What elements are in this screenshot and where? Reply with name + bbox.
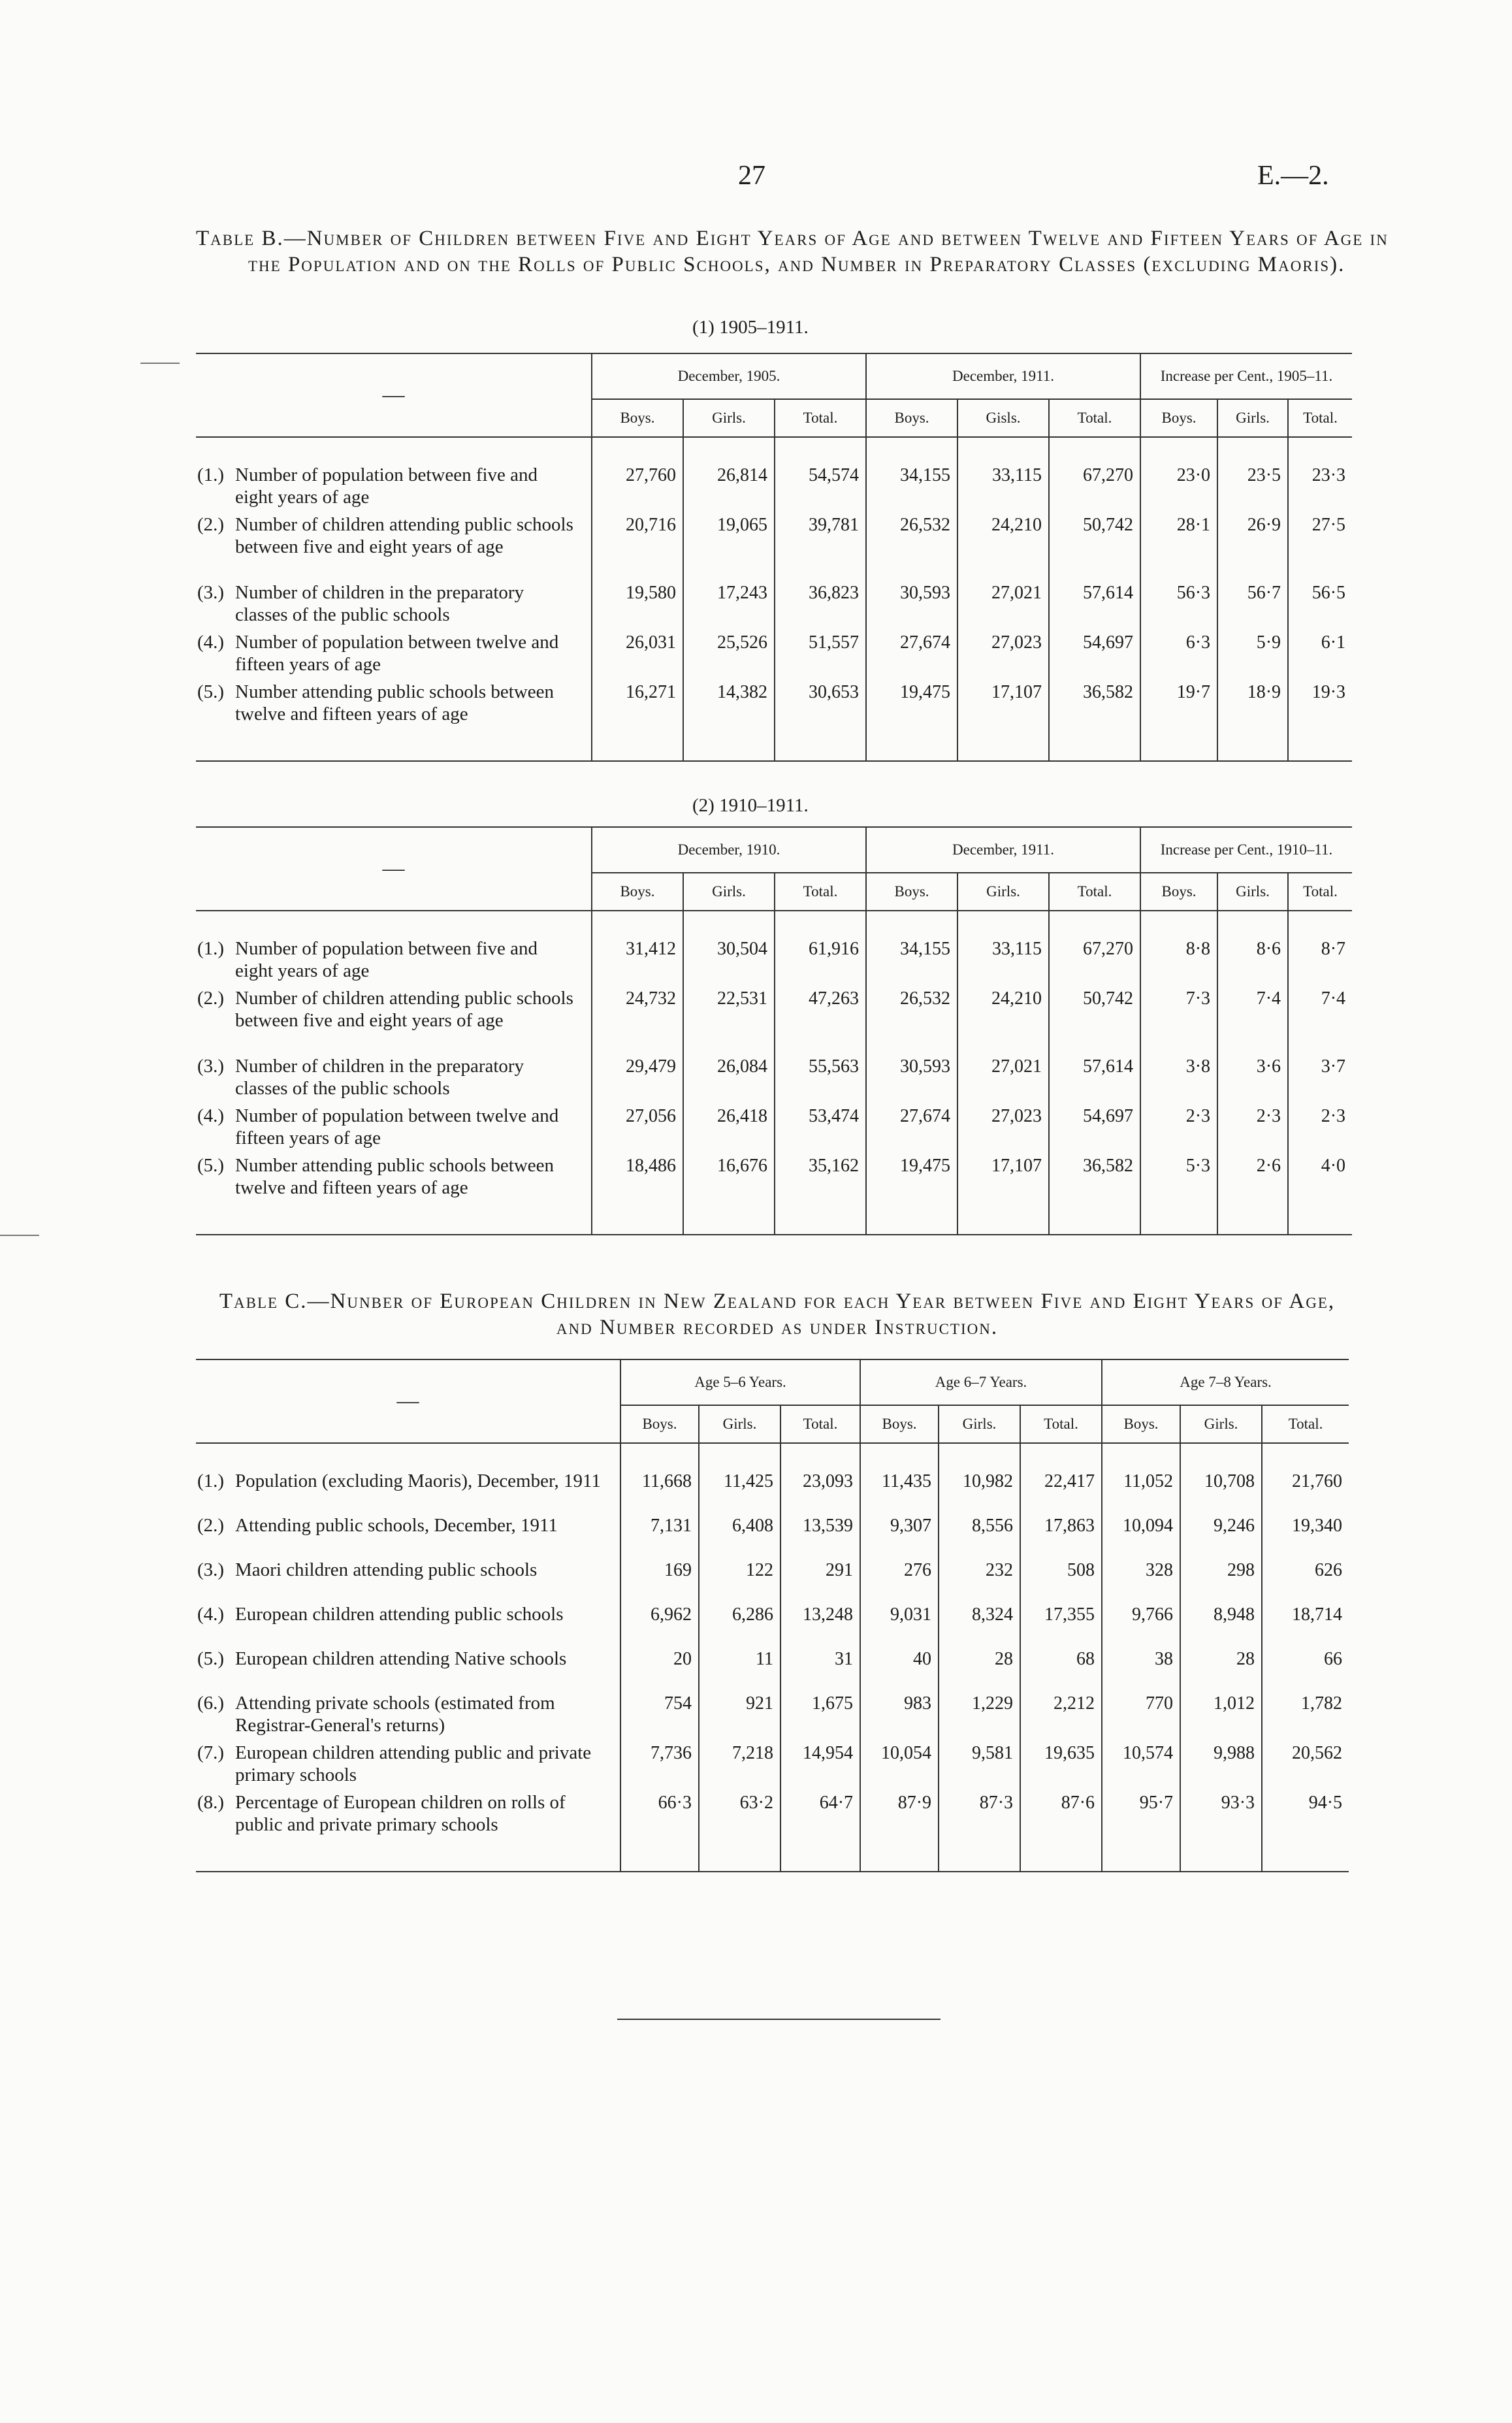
- table-row: [196, 459, 1352, 508]
- cell-value: 18·9: [1217, 675, 1288, 743]
- row-label: [196, 1598, 620, 1642]
- cell-value: 24,732: [592, 982, 683, 1050]
- cell-value: 6,408: [699, 1509, 780, 1553]
- cell-value: 10,574: [1102, 1736, 1180, 1786]
- row-description: Number of population between twelve and fifteen years of age: [235, 1105, 559, 1148]
- column-header: Boys.: [866, 873, 957, 911]
- cell-value: 39,781: [775, 508, 866, 576]
- cell-value: 9,031: [860, 1598, 939, 1642]
- cell-value: 2·3: [1140, 1099, 1217, 1149]
- table-row: [196, 1786, 1349, 1854]
- table-row: [196, 675, 1352, 743]
- cell-value: 19,635: [1020, 1736, 1102, 1786]
- cell-value: 31: [780, 1642, 860, 1687]
- table-c: [196, 1359, 1349, 1872]
- cell-value: 921: [699, 1687, 780, 1736]
- cell-value: 27,674: [866, 1099, 957, 1149]
- cell-value: 7·4: [1288, 982, 1352, 1050]
- cell-value: 50,742: [1049, 982, 1140, 1050]
- cell-value: 26,418: [683, 1099, 775, 1149]
- table-row: [196, 1553, 1349, 1598]
- cell-value: 13,248: [780, 1598, 860, 1642]
- cell-value: 9,766: [1102, 1598, 1180, 1642]
- cell-value: 11,668: [620, 1465, 699, 1509]
- cell-value: 27,023: [957, 626, 1049, 675]
- row-label: [196, 1465, 620, 1509]
- cell-value: 7·3: [1140, 982, 1217, 1050]
- cell-value: 28: [1180, 1642, 1262, 1687]
- cell-value: 3·8: [1140, 1050, 1217, 1099]
- cell-value: 25,526: [683, 626, 775, 675]
- cell-value: 17,355: [1020, 1598, 1102, 1642]
- row-number: (4.): [197, 632, 225, 653]
- cell-value: 64·7: [780, 1786, 860, 1854]
- cell-value: 20,716: [592, 508, 683, 576]
- cell-value: 63·2: [699, 1786, 780, 1854]
- footer-rule: [617, 2019, 941, 2020]
- row-number: (5.): [197, 681, 225, 702]
- cell-value: 23,093: [780, 1465, 860, 1509]
- row-label: [196, 1736, 620, 1786]
- cell-value: 7·4: [1217, 982, 1288, 1050]
- column-header: Girls.: [683, 399, 775, 437]
- stub-header: —: [196, 353, 592, 437]
- row-description: Number of population between five and eight years of age: [235, 938, 538, 981]
- group-header: December, 1905.: [592, 353, 866, 399]
- cell-value: 18,486: [592, 1149, 683, 1217]
- row-number: (2.): [197, 988, 225, 1009]
- cell-value: 22,531: [683, 982, 775, 1050]
- cell-value: 26·9: [1217, 508, 1288, 576]
- cell-value: 30,593: [866, 576, 957, 626]
- cell-value: 7,218: [699, 1736, 780, 1786]
- cell-value: 27·5: [1288, 508, 1352, 576]
- row-label: [196, 1149, 592, 1217]
- cell-value: 14,954: [780, 1736, 860, 1786]
- cell-value: 50,742: [1049, 508, 1140, 576]
- row-label: [196, 576, 592, 626]
- cell-value: 23·5: [1217, 459, 1288, 508]
- cell-value: 7,736: [620, 1736, 699, 1786]
- cell-value: 36,582: [1049, 1149, 1140, 1217]
- column-header: Total.: [780, 1405, 860, 1443]
- cell-value: 36,823: [775, 576, 866, 626]
- cell-value: 2·3: [1288, 1099, 1352, 1149]
- cell-value: 10,094: [1102, 1509, 1180, 1553]
- cell-value: 23·3: [1288, 459, 1352, 508]
- row-label: [196, 1642, 620, 1687]
- cell-value: 24,210: [957, 982, 1049, 1050]
- cell-value: 6,286: [699, 1598, 780, 1642]
- cell-value: 11,435: [860, 1465, 939, 1509]
- cell-value: 10,982: [939, 1465, 1020, 1509]
- row-number: (3.): [197, 1056, 225, 1077]
- cell-value: 26,532: [866, 982, 957, 1050]
- cell-value: 8,556: [939, 1509, 1020, 1553]
- cell-value: 17,107: [957, 1149, 1049, 1217]
- cell-value: 770: [1102, 1687, 1180, 1736]
- table-row: [196, 1598, 1349, 1642]
- cell-value: 276: [860, 1553, 939, 1598]
- row-description: Number attending public schools between twelve and fifteen years of age: [235, 681, 555, 724]
- cell-value: 5·3: [1140, 1149, 1217, 1217]
- cell-value: 18,714: [1262, 1598, 1349, 1642]
- cell-value: 5·9: [1217, 626, 1288, 675]
- row-number: (2.): [197, 514, 225, 535]
- cell-value: 26,532: [866, 508, 957, 576]
- cell-value: 20: [620, 1642, 699, 1687]
- cell-value: 8·8: [1140, 932, 1217, 982]
- row-label: [196, 982, 592, 1050]
- table-row: [196, 982, 1352, 1050]
- cell-value: 27,056: [592, 1099, 683, 1149]
- cell-value: 27,674: [866, 626, 957, 675]
- cell-value: 27,021: [957, 1050, 1049, 1099]
- cell-value: 55,563: [775, 1050, 866, 1099]
- column-header: Boys.: [1140, 399, 1217, 437]
- row-number: (1.): [197, 1471, 225, 1491]
- row-number: (3.): [197, 1559, 225, 1580]
- row-number: (8.): [197, 1792, 225, 1813]
- cell-value: 3·7: [1288, 1050, 1352, 1099]
- group-header: Increase per Cent., 1910–11.: [1140, 827, 1352, 873]
- row-description: Attending private schools (estimated from Registrar-General's returns): [235, 1693, 555, 1736]
- row-label: [196, 626, 592, 675]
- table-row: [196, 1642, 1349, 1687]
- page-number: 27: [738, 161, 765, 191]
- table-row: [196, 1149, 1352, 1217]
- row-number: (2.): [197, 1515, 225, 1536]
- table-row: [196, 932, 1352, 982]
- cell-value: 17,107: [957, 675, 1049, 743]
- stub-header: —: [196, 827, 592, 911]
- cell-value: 626: [1262, 1553, 1349, 1598]
- cell-value: 28: [939, 1642, 1020, 1687]
- cell-value: 1,675: [780, 1687, 860, 1736]
- row-description: European children attending Native schools: [235, 1648, 567, 1669]
- stub-header: —: [196, 1359, 620, 1443]
- cell-value: 27,023: [957, 1099, 1049, 1149]
- cell-value: 26,084: [683, 1050, 775, 1099]
- column-header: Girls.: [1217, 873, 1288, 911]
- cell-value: 754: [620, 1687, 699, 1736]
- cell-value: 16,271: [592, 675, 683, 743]
- cell-value: 4·0: [1288, 1149, 1352, 1217]
- cell-value: 35,162: [775, 1149, 866, 1217]
- cell-value: 57,614: [1049, 1050, 1140, 1099]
- cell-value: 19,340: [1262, 1509, 1349, 1553]
- cell-value: 38: [1102, 1642, 1180, 1687]
- cell-value: 8,948: [1180, 1598, 1262, 1642]
- page-reference: E.—2.: [1257, 161, 1329, 191]
- cell-value: 57,614: [1049, 576, 1140, 626]
- cell-value: 94·5: [1262, 1786, 1349, 1854]
- cell-value: 7,131: [620, 1509, 699, 1553]
- column-header: Girls.: [699, 1405, 780, 1443]
- table-row: [196, 1509, 1349, 1553]
- cell-value: 56·3: [1140, 576, 1217, 626]
- row-label: [196, 459, 592, 508]
- row-label: [196, 1050, 592, 1099]
- column-header: Total.: [775, 399, 866, 437]
- cell-value: 10,708: [1180, 1465, 1262, 1509]
- row-description: European children attending public and private primary schools: [235, 1742, 592, 1785]
- cell-value: 10,054: [860, 1736, 939, 1786]
- column-header: Total.: [1020, 1405, 1102, 1443]
- cell-value: 34,155: [866, 932, 957, 982]
- cell-value: 95·7: [1102, 1786, 1180, 1854]
- cell-value: 29,479: [592, 1050, 683, 1099]
- cell-value: 54,697: [1049, 626, 1140, 675]
- cell-value: 56·7: [1217, 576, 1288, 626]
- row-description: European children attending public schools: [235, 1604, 564, 1625]
- group-header: December, 1910.: [592, 827, 866, 873]
- cell-value: 27,021: [957, 576, 1049, 626]
- cell-value: 2,212: [1020, 1687, 1102, 1736]
- row-number: (5.): [197, 1648, 225, 1669]
- column-header: Boys.: [592, 873, 683, 911]
- row-description: Number of population between five and eight years of age: [235, 464, 538, 508]
- column-header: Girls.: [1217, 399, 1288, 437]
- cell-value: 19,475: [866, 1149, 957, 1217]
- cell-value: 11,425: [699, 1465, 780, 1509]
- table-b-section-2-subtitle: (2) 1910–1911.: [692, 795, 809, 816]
- cell-value: 34,155: [866, 459, 957, 508]
- table-row: [196, 1736, 1349, 1786]
- cell-value: 122: [699, 1553, 780, 1598]
- row-number: (4.): [197, 1105, 225, 1126]
- column-header: Boys.: [866, 399, 957, 437]
- row-number: (3.): [197, 582, 225, 603]
- cell-value: 1,229: [939, 1687, 1020, 1736]
- row-description: Number of children attending public schools between five and eight years of age: [235, 988, 573, 1031]
- cell-value: 3·6: [1217, 1050, 1288, 1099]
- row-number: (4.): [197, 1604, 225, 1625]
- row-number: (7.): [197, 1742, 225, 1763]
- group-header: Age 6–7 Years.: [860, 1359, 1102, 1405]
- cell-value: 983: [860, 1687, 939, 1736]
- cell-value: 21,760: [1262, 1465, 1349, 1509]
- cell-value: 6·1: [1288, 626, 1352, 675]
- cell-value: 328: [1102, 1553, 1180, 1598]
- column-header: Total.: [1049, 873, 1140, 911]
- cell-value: 31,412: [592, 932, 683, 982]
- row-label: [196, 1509, 620, 1553]
- table-row: [196, 1050, 1352, 1099]
- table-b-section-1-subtitle: (1) 1905–1911.: [692, 317, 809, 338]
- cell-value: 298: [1180, 1553, 1262, 1598]
- column-header: Total.: [775, 873, 866, 911]
- cell-value: 93·3: [1180, 1786, 1262, 1854]
- table-row: [196, 1465, 1349, 1509]
- cell-value: 54,574: [775, 459, 866, 508]
- column-header: Girls.: [683, 873, 775, 911]
- cell-value: 33,115: [957, 459, 1049, 508]
- cell-value: 8·7: [1288, 932, 1352, 982]
- cell-value: 67,270: [1049, 459, 1140, 508]
- cell-value: 9,246: [1180, 1509, 1262, 1553]
- table-row: [196, 1099, 1352, 1149]
- cell-value: 8·6: [1217, 932, 1288, 982]
- cell-value: 28·1: [1140, 508, 1217, 576]
- row-description: Maori children attending public schools: [235, 1559, 538, 1580]
- cell-value: 9,988: [1180, 1736, 1262, 1786]
- row-description: Attending public schools, December, 1911: [235, 1515, 558, 1536]
- column-header: Total.: [1049, 399, 1140, 437]
- row-label: [196, 1786, 620, 1854]
- column-header: Girls.: [1180, 1405, 1262, 1443]
- column-header: Boys.: [860, 1405, 939, 1443]
- cell-value: 9,307: [860, 1509, 939, 1553]
- column-header: Total.: [1288, 399, 1352, 437]
- table-row: [196, 508, 1352, 576]
- cell-value: 19,475: [866, 675, 957, 743]
- cell-value: 291: [780, 1553, 860, 1598]
- cell-value: 33,115: [957, 932, 1049, 982]
- cell-value: 68: [1020, 1642, 1102, 1687]
- cell-value: 26,031: [592, 626, 683, 675]
- cell-value: 26,814: [683, 459, 775, 508]
- column-header: Girls.: [957, 873, 1049, 911]
- cell-value: 87·9: [860, 1786, 939, 1854]
- cell-value: 19,065: [683, 508, 775, 576]
- column-header: Boys.: [620, 1405, 699, 1443]
- cell-value: 24,210: [957, 508, 1049, 576]
- cell-value: 8,324: [939, 1598, 1020, 1642]
- column-header: Total.: [1262, 1405, 1349, 1443]
- group-header: Increase per Cent., 1905–11.: [1140, 353, 1352, 399]
- group-header: Age 7–8 Years.: [1102, 1359, 1349, 1405]
- cell-value: 30,593: [866, 1050, 957, 1099]
- cell-value: 56·5: [1288, 576, 1352, 626]
- row-description: Number of population between twelve and fifteen years of age: [235, 632, 559, 675]
- cell-value: 30,504: [683, 932, 775, 982]
- cell-value: 53,474: [775, 1099, 866, 1149]
- cell-value: 61,916: [775, 932, 866, 982]
- row-label: [196, 1099, 592, 1149]
- cell-value: 1,782: [1262, 1687, 1349, 1736]
- table-c-caption: Table C.—Nunber of European Children in New Zealand for each Year between Five and Eight Years of Age, and Number recorded as under Instruction.: [219, 1290, 1336, 1339]
- row-number: (1.): [197, 938, 225, 959]
- cell-value: 87·6: [1020, 1786, 1102, 1854]
- row-number: (1.): [197, 464, 225, 485]
- cell-value: 66·3: [620, 1786, 699, 1854]
- cell-value: 23·0: [1140, 459, 1217, 508]
- table-b-caption: Table B.—Number of Children between Five and Eight Years of Age and between Twelve and Fifteen Years of Age in the Population and on the Rolls of Public Schools, and Number in Preparatory Classes (excluding Maoris).: [196, 227, 1389, 276]
- column-header: Girls.: [939, 1405, 1020, 1443]
- row-description: Number attending public schools between twelve and fifteen years of age: [235, 1155, 555, 1198]
- row-description: Number of children in the preparatory classes of the public schools: [235, 1056, 524, 1099]
- row-description: Number of children in the preparatory classes of the public schools: [235, 582, 524, 625]
- cell-value: 508: [1020, 1553, 1102, 1598]
- row-number: (6.): [197, 1693, 225, 1714]
- cell-value: 11: [699, 1642, 780, 1687]
- cell-value: 2·6: [1217, 1149, 1288, 1217]
- table-row: [196, 1687, 1349, 1736]
- row-number: (5.): [197, 1155, 225, 1176]
- cell-value: 67,270: [1049, 932, 1140, 982]
- column-header: Boys.: [1102, 1405, 1180, 1443]
- cell-value: 2·3: [1217, 1099, 1288, 1149]
- cell-value: 87·3: [939, 1786, 1020, 1854]
- cell-value: 40: [860, 1642, 939, 1687]
- column-header: Total.: [1288, 873, 1352, 911]
- cell-value: 16,676: [683, 1149, 775, 1217]
- cell-value: 30,653: [775, 675, 866, 743]
- group-header: Age 5–6 Years.: [620, 1359, 860, 1405]
- cell-value: 66: [1262, 1642, 1349, 1687]
- row-description: Population (excluding Maoris), December, 1911: [235, 1471, 601, 1491]
- row-label: [196, 932, 592, 982]
- cell-value: 20,562: [1262, 1736, 1349, 1786]
- cell-value: 36,582: [1049, 675, 1140, 743]
- cell-value: 232: [939, 1553, 1020, 1598]
- cell-value: 13,539: [780, 1509, 860, 1553]
- row-label: [196, 508, 592, 576]
- row-description: Percentage of European children on rolls of public and private primary schools: [235, 1792, 566, 1835]
- cell-value: 54,697: [1049, 1099, 1140, 1149]
- cell-value: 27,760: [592, 459, 683, 508]
- row-description: Number of children attending public schools between five and eight years of age: [235, 514, 573, 557]
- cell-value: 19·3: [1288, 675, 1352, 743]
- table-b-section-2: [196, 826, 1352, 1235]
- table-row: [196, 576, 1352, 626]
- cell-value: 14,382: [683, 675, 775, 743]
- row-label: [196, 1553, 620, 1598]
- cell-value: 1,012: [1180, 1687, 1262, 1736]
- table-b-section-1: [196, 353, 1352, 762]
- column-header: Boys.: [1140, 873, 1217, 911]
- cell-value: 9,581: [939, 1736, 1020, 1786]
- cell-value: 19,580: [592, 576, 683, 626]
- group-header: December, 1911.: [866, 353, 1140, 399]
- scan-mark: [0, 1235, 39, 1236]
- column-header: Boys.: [592, 399, 683, 437]
- table-row: [196, 626, 1352, 675]
- cell-value: 51,557: [775, 626, 866, 675]
- group-header: December, 1911.: [866, 827, 1140, 873]
- cell-value: 169: [620, 1553, 699, 1598]
- cell-value: 17,863: [1020, 1509, 1102, 1553]
- cell-value: 11,052: [1102, 1465, 1180, 1509]
- column-header: Gisls.: [957, 399, 1049, 437]
- cell-value: 6,962: [620, 1598, 699, 1642]
- row-label: [196, 675, 592, 743]
- cell-value: 6·3: [1140, 626, 1217, 675]
- cell-value: 19·7: [1140, 675, 1217, 743]
- row-label: [196, 1687, 620, 1736]
- cell-value: 22,417: [1020, 1465, 1102, 1509]
- cell-value: 17,243: [683, 576, 775, 626]
- cell-value: 47,263: [775, 982, 866, 1050]
- scan-mark: [140, 363, 180, 364]
